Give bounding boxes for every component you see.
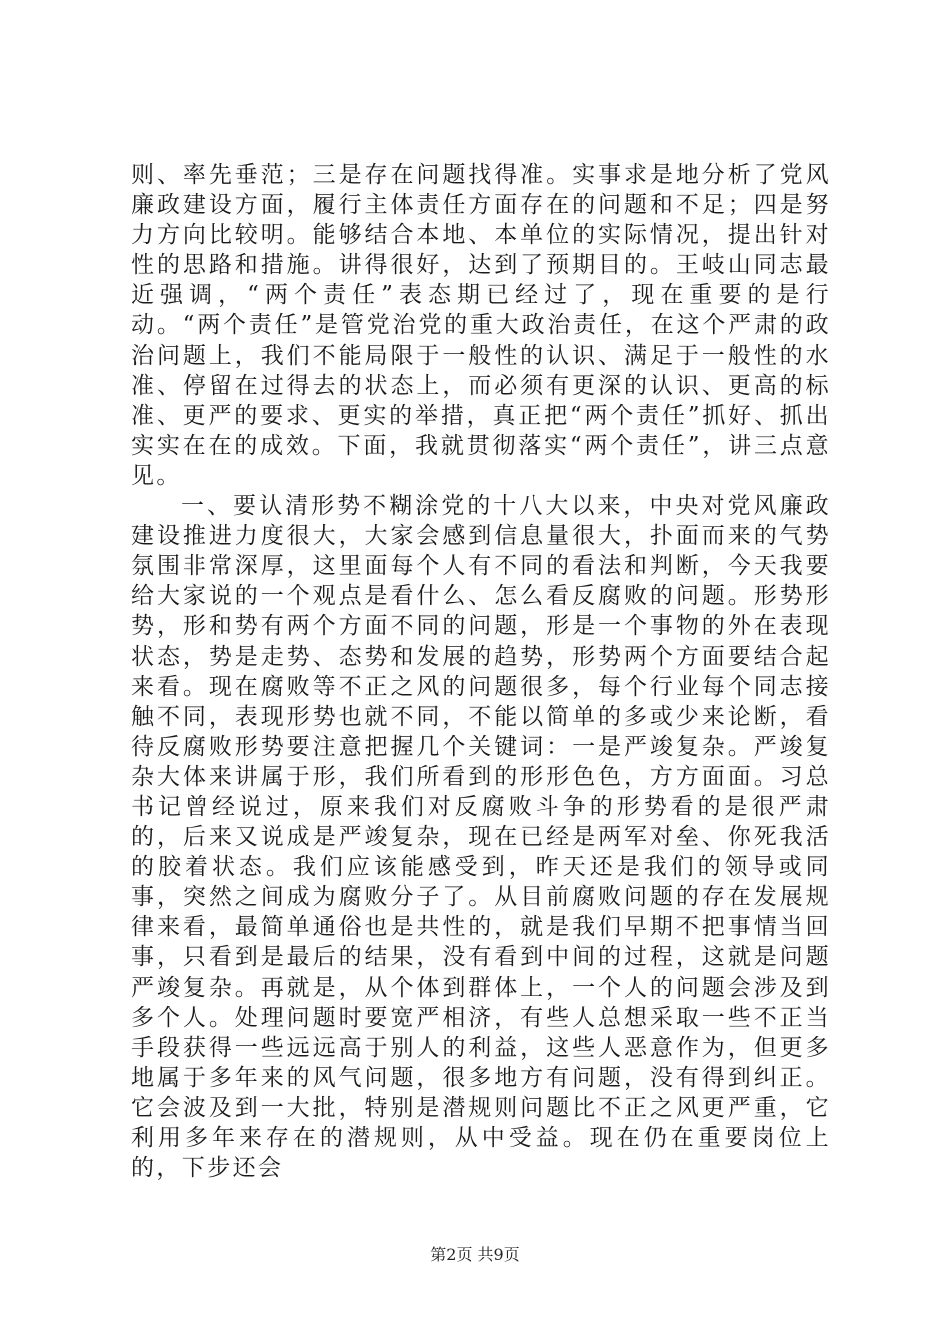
page-number-label: 第2页 共9页 (430, 1245, 520, 1264)
paragraph-continued: 则、率先垂范；三是存在问题找得准。实事求是地分析了党风廉政建设方面，履行主体责任方面存在的问题和不足；四是努力方向比较明。能够结合本地、本单位的实际情况，提出针对性的思路和措施。讲得很好，达到了预期目的。王岐山同志最近强调，“两个责任”表态期已经过了，现在重要的是行动。“两个责任”是管党治党的重大政治责任，在这个严肃的政治问题上，我们不能局限于一般性的认识、满足于一般性的水准、停留在过得去的状态上，而必须有更深的认识、更高的标准、更严的要求、更实的举措，真正把“两个责任”抓好、抓出实实在在的成效。下面，我就贯彻落实“两个责任”，讲三点意见。 (131, 162, 831, 489)
page-footer (0, 1245, 950, 1265)
document-body (131, 160, 831, 1183)
paragraph-section-one: 一、要认清形势不糊涂党的十八大以来，中央对党风廉政建设推进力度很大，大家会感到信息量很大，扑面而来的气势氛围非常深厚，这里面每个人有不同的看法和判断，今天我要给大家说的一个观点是看什么、怎么看反腐败的问题。形势形势，形和势有两个方面不同的问题，形是一个事物的外在表现状态，势是走势、态势和发展的趋势，形势两个方面要结合起来看。现在腐败等不正之风的问题很多，每个行业每个同志接触不同，表现形势也就不同，不能以简单的多或少来论断，看待反腐败形势要注意把握几个关键词：一是严竣复杂。严竣复杂大体来讲属于形，我们所看到的形形色色，方方面面。习总书记曾经说过，原来我们对反腐败斗争的形势看的是很严肃的，后来又说成是严竣复杂，现在已经是两军对垒、你死我活的胶着状态。我们应该能感受到，昨天还是我们的领导或同事，突然之间成为腐败分子了。从目前腐败问题的存在发展规律来看，最简单通俗也是共性的，就是我们早期不把事情当回事，只看到是最后的结果，没有看到中间的过程，这就是问题严竣复杂。再就是，从个体到群体上，一个人的问题会涉及到多个人。处理问题时要宽严相济，有些人总想采取一些不正当手段获得一些远远高于别人的利益，这些人恶意作为，但更多地属于多年来的风气问题，很多地方有问题，没有得到纠正。它会波及到一大批，特别是潜规则问题比不正之风更严重，它利用多年来存在的潜规则，从中受益。现在仍在重要岗位上的，下步还会 (131, 493, 831, 1182)
